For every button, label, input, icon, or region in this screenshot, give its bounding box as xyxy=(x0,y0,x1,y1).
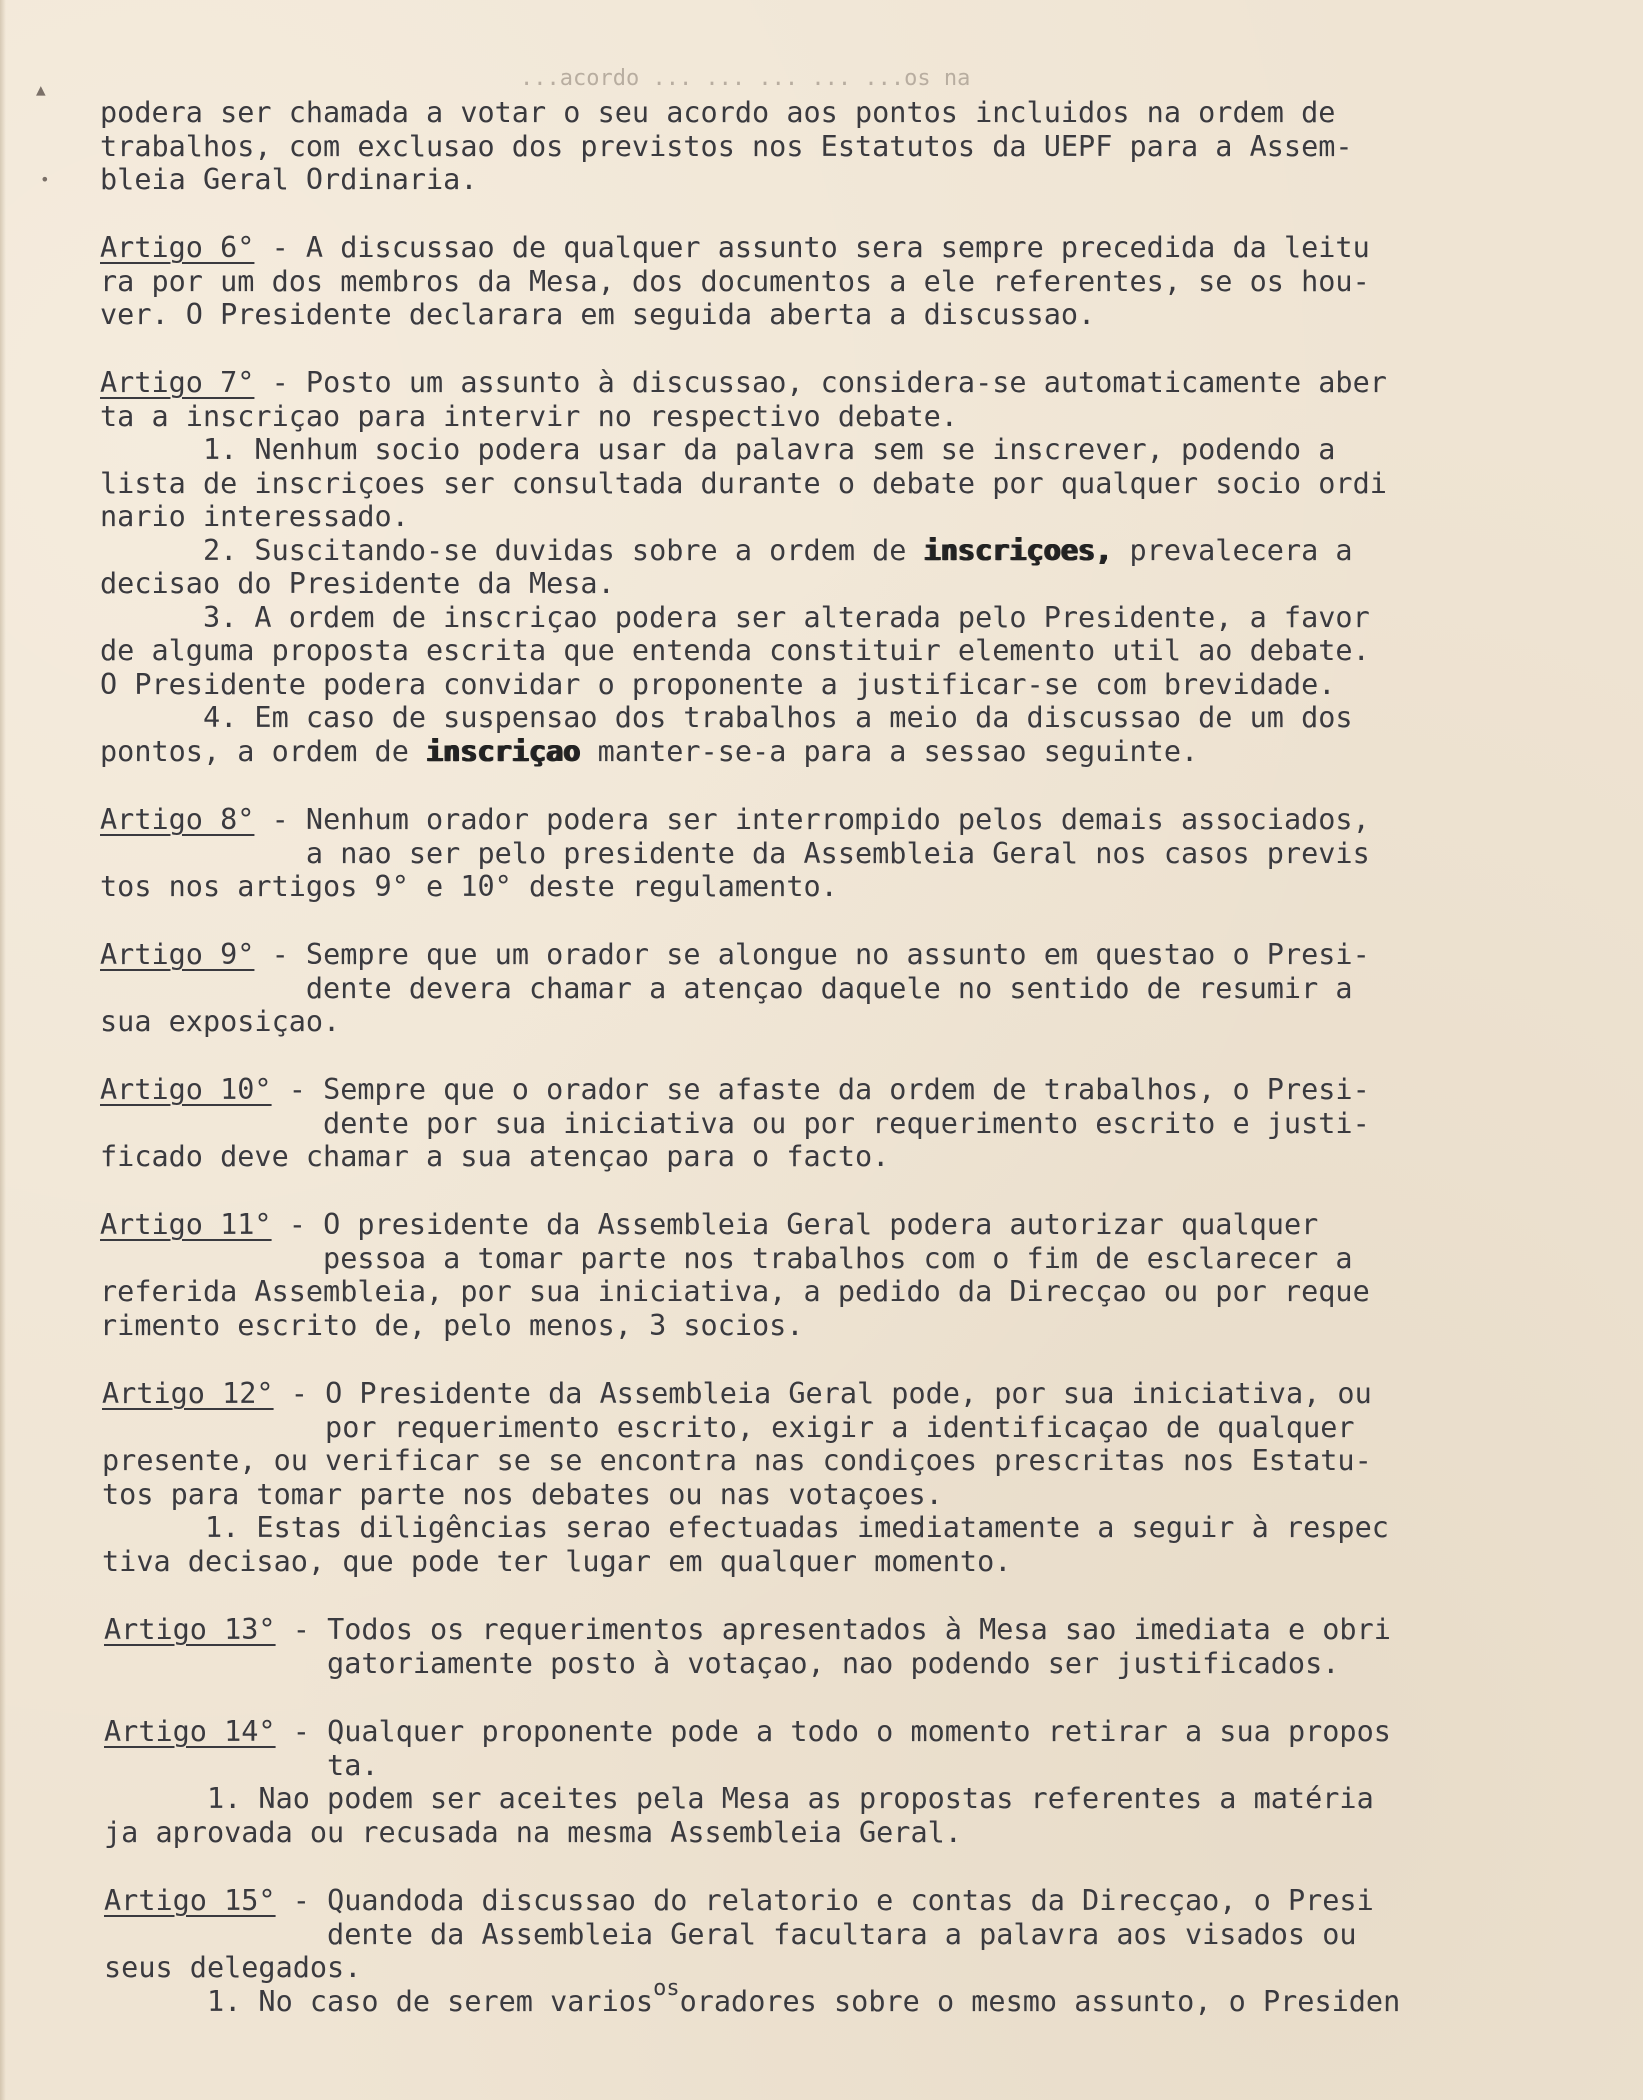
text-segment: - Todos os requerimentos apresentados à Mesa sao imediata e obri xyxy=(275,1613,1391,1646)
text-line xyxy=(100,972,1353,1006)
text-line xyxy=(100,265,1370,299)
text-segment: - O Presidente da Assembleia Geral pode, por sua iniciativa, ou xyxy=(273,1377,1372,1410)
text-segment: ta a inscriçao para intervir no respectivo debate. xyxy=(100,400,958,433)
text-segment: ver. O Presidente declarara em seguida aberta a discussao. xyxy=(100,298,1096,331)
text-segment: bleia Geral Ordinaria. xyxy=(100,163,478,196)
text-segment: 1. Nenhum socio podera usar da palavra sem se inscrever, podendo a xyxy=(100,433,1336,466)
text-line xyxy=(104,1976,1401,2022)
text-line xyxy=(100,837,1370,871)
text-line xyxy=(100,1309,804,1343)
text-line xyxy=(100,433,1335,467)
text-line xyxy=(102,1411,1355,1445)
article-heading: Artigo 14° xyxy=(104,1715,276,1748)
text-segment: tiva decisao, que pode ter lugar em qualquer momento. xyxy=(102,1545,1012,1578)
text-line xyxy=(100,400,958,434)
text-segment: - Quandoda discussao do relatorio e contas da Direcçao, o Presi xyxy=(275,1884,1374,1917)
text-segment: manter-se-a para a sessao seguinte. xyxy=(580,735,1199,768)
text-segment: - O presidente da Assembleia Geral podera autorizar qualquer xyxy=(271,1208,1319,1241)
text-line xyxy=(104,1647,1339,1681)
text-line xyxy=(100,601,1370,635)
text-segment: - Sempre que um orador se alongue no assunto em questao o Presi- xyxy=(254,938,1370,971)
text-line xyxy=(104,1749,379,1783)
text-segment: seus delegados. xyxy=(104,1951,362,1984)
text-line xyxy=(102,1545,1011,1579)
text-line xyxy=(104,1884,1374,1918)
text-line xyxy=(100,634,1370,668)
text-line xyxy=(100,130,1353,164)
text-line xyxy=(100,1073,1370,1107)
text-segment: dente devera chamar a atençao daquele no sentido de resumir a xyxy=(100,972,1353,1005)
text-line xyxy=(102,1511,1389,1545)
text-segment: a nao ser pelo presidente da Assembleia Geral nos casos previs xyxy=(100,837,1370,870)
text-line xyxy=(102,1478,943,1512)
text-segment: 1. No caso de serem varios xyxy=(104,1985,654,2018)
text-segment: dente por sua iniciativa ou por requerimento escrito e justi- xyxy=(100,1107,1370,1140)
text-line xyxy=(100,534,1353,568)
text-segment: de alguma proposta escrita que entenda constituir elemento util ao debate. xyxy=(100,634,1370,667)
article-heading: Artigo 9° xyxy=(100,938,255,971)
text-segment: - Nenhum orador podera ser interrompido pelos demais associados, xyxy=(254,803,1370,836)
text-line xyxy=(100,1275,1370,1309)
text-segment: ja aprovada ou recusada na mesma Assembleia Geral. xyxy=(104,1816,962,1849)
text-segment: pontos, a ordem de xyxy=(100,735,427,768)
text-line xyxy=(102,1377,1372,1411)
text-segment: ta. xyxy=(104,1749,379,1782)
punch-mark: • xyxy=(40,170,50,189)
text-segment: pessoa a tomar parte nos trabalhos com o fim de esclarecer a xyxy=(100,1242,1353,1275)
article-heading: Artigo 11° xyxy=(100,1208,272,1241)
page-edge-shadow xyxy=(0,0,6,2100)
article-heading: Artigo 6° xyxy=(100,231,255,264)
text-segment: gatoriamente posto à votaçao, nao podendo ser justificados. xyxy=(104,1647,1340,1680)
text-line xyxy=(104,1613,1391,1647)
text-line xyxy=(102,1444,1372,1478)
text-line xyxy=(100,1005,340,1039)
text-line xyxy=(100,803,1370,837)
text-segment: 1. Nao podem ser aceites pela Mesa as propostas referentes a matéria xyxy=(104,1782,1374,1815)
text-line xyxy=(100,163,478,197)
text-segment: dente da Assembleia Geral facultara a palavra aos visados ou xyxy=(104,1918,1357,1951)
text-segment: 2. Suscitando-se duvidas sobre a ordem de xyxy=(100,534,924,567)
text-segment: - Sempre que o orador se afaste da ordem de trabalhos, o Presi- xyxy=(271,1073,1370,1106)
text-line xyxy=(100,96,1335,130)
text-line xyxy=(104,1715,1391,1749)
text-line xyxy=(100,1242,1353,1276)
text-segment: presente, ou verificar se se encontra nas condiçoes prescritas nos Estatu- xyxy=(102,1444,1372,1477)
text-segment: tos nos artigos 9° e 10° deste regulamento. xyxy=(100,870,838,903)
text-segment: lista de inscriçoes ser consultada durante o debate por qualquer socio ordi xyxy=(100,467,1387,500)
article-heading: Artigo 8° xyxy=(100,803,255,836)
text-segment: 1. Estas diligências serao efectuadas imediatamente a seguir à respec xyxy=(102,1511,1389,1544)
text-segment: referida Assembleia, por sua iniciativa, a pedido da Direcçao ou por reque xyxy=(100,1275,1370,1308)
text-line xyxy=(100,735,1198,769)
text-segment: - A discussao de qualquer assunto sera sempre precedida da leitu xyxy=(254,231,1370,264)
text-line xyxy=(100,1208,1318,1242)
article-heading: Artigo 10° xyxy=(100,1073,272,1106)
overtyped-word: inscriçoes, xyxy=(923,534,1113,567)
text-segment: 3. A ordem de inscriçao podera ser alterada pelo Presidente, a favor xyxy=(100,601,1370,634)
text-segment: ra por um dos membros da Mesa, dos documentos a ele referentes, se os hou- xyxy=(100,265,1370,298)
text-line xyxy=(100,500,409,534)
handwritten-insertion: os xyxy=(653,1976,680,2001)
text-line xyxy=(100,567,615,601)
article-heading: Artigo 13° xyxy=(104,1613,276,1646)
article-heading: Artigo 7° xyxy=(100,366,255,399)
text-segment: trabalhos, com exclusao dos previstos nos Estatutos da UEPF para a Assem- xyxy=(100,130,1353,163)
text-line xyxy=(100,1140,889,1174)
text-segment: tos para tomar parte nos debates ou nas votaçoes. xyxy=(102,1478,943,1511)
text-segment: decisao do Presidente da Mesa. xyxy=(100,567,615,600)
text-line xyxy=(104,1782,1374,1816)
text-segment: sua exposiçao. xyxy=(100,1005,341,1038)
text-segment: 4. Em caso de suspensao dos trabalhos a meio da discussao de um dos xyxy=(100,701,1353,734)
text-segment: - Posto um assunto à discussao, considera-se automaticamente aber xyxy=(254,366,1387,399)
text-line xyxy=(104,1918,1357,1952)
article-heading: Artigo 15° xyxy=(104,1884,276,1917)
text-segment: oradores sobre o mesmo assunto, o Presiden xyxy=(679,1985,1401,2018)
text-line xyxy=(100,938,1370,972)
text-line xyxy=(100,298,1095,332)
text-segment: podera ser chamada a votar o seu acordo aos pontos incluidos na ordem de xyxy=(100,96,1336,129)
text-segment: prevalecera a xyxy=(1112,534,1353,567)
punch-mark: ▲ xyxy=(36,80,46,99)
text-line xyxy=(100,467,1387,501)
text-line xyxy=(104,1951,361,1985)
text-line xyxy=(100,668,1335,702)
text-line xyxy=(104,1816,962,1850)
text-segment: por requerimento escrito, exigir a identificaçao de qualquer xyxy=(102,1411,1355,1444)
text-segment: nario interessado. xyxy=(100,500,409,533)
text-segment: ficado deve chamar a sua atençao para o facto. xyxy=(100,1140,890,1173)
text-line xyxy=(100,870,838,904)
text-segment: rimento escrito de, pelo menos, 3 socios. xyxy=(100,1309,804,1342)
article-heading: Artigo 12° xyxy=(102,1377,274,1410)
text-segment: - Qualquer proponente pode a todo o momento retirar a sua propos xyxy=(275,1715,1391,1748)
overtyped-word: inscriçao xyxy=(426,735,581,768)
text-segment: O Presidente podera convidar o proponente a justificar-se com brevidade. xyxy=(100,668,1336,701)
text-line xyxy=(100,701,1353,735)
faded-header-fragment: ...acordo ... ... ... ... ...os na xyxy=(520,66,971,91)
text-line xyxy=(100,1107,1370,1141)
text-line xyxy=(100,231,1370,265)
text-line xyxy=(100,366,1387,400)
